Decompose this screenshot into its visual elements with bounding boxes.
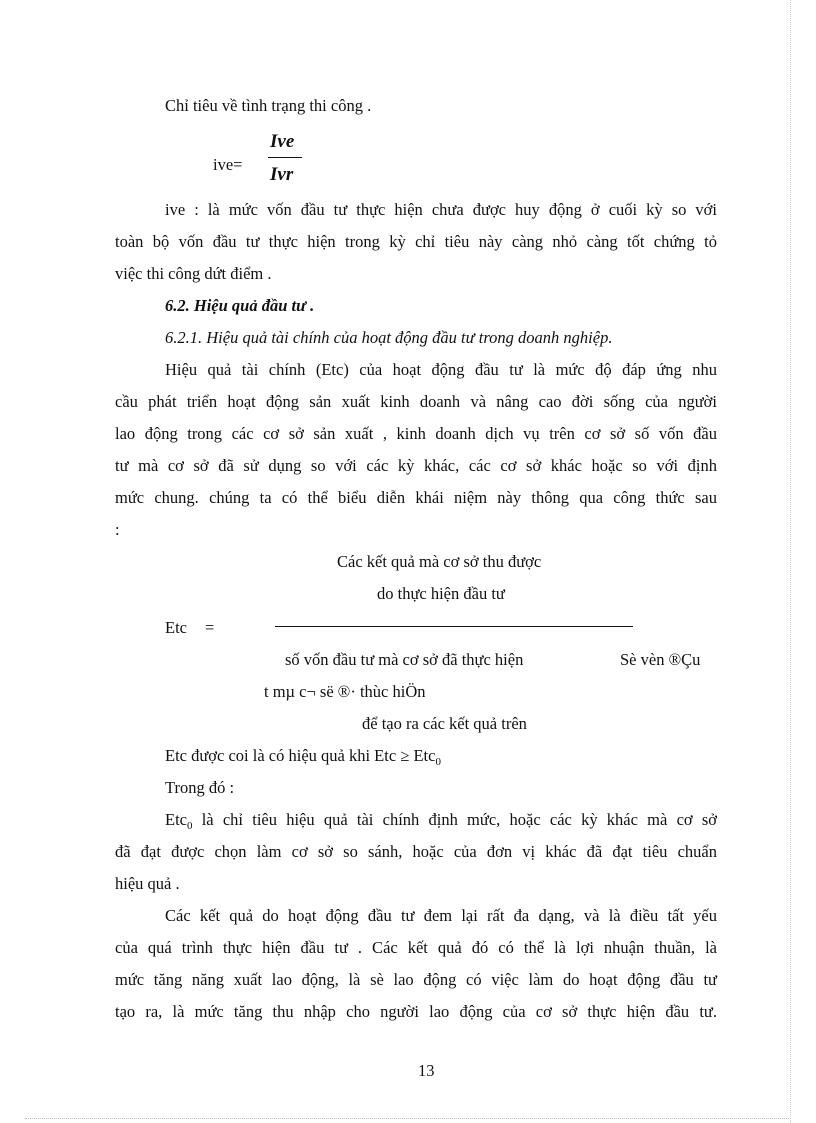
formula-etc-denominator-line1: số vốn đầu tư mà cơ sở đã thực hiện <box>285 650 524 669</box>
formula-ive-lhs: ive= <box>213 155 243 174</box>
efficiency-condition <box>165 746 441 772</box>
etc0-symbol: Etc <box>165 810 187 829</box>
formula-etc-fraction-bar <box>275 626 633 627</box>
formula-etc-numerator-line2: do thực hiện đầu tư <box>377 584 505 603</box>
para-results-line4: tạo ra, là mức tăng thu nhập cho người lao động của cơ sở thực hiện đầu tư. <box>115 1002 717 1021</box>
formula-etc-denominator-line3: để tạo ra các kết quả trên <box>362 714 527 733</box>
heading-6-2-1: 6.2.1. Hiệu quả tài chính của hoạt động đầu tư trong doanh nghiệp. <box>165 328 613 347</box>
para-etc-line5: mức chung. chúng ta có thể biểu diễn khái niệm này thông qua công thức sau <box>115 488 717 507</box>
para-etc-line3: lao động trong các cơ sở sản xuất , kinh doanh dịch vụ trên cơ sở số vốn đầu <box>115 424 717 443</box>
heading-6-2: 6.2. Hiệu quả đầu tư . <box>165 296 315 315</box>
para-ive-line2: toàn bộ vốn đầu tư thực hiện trong kỳ chỉ tiêu này càng nhỏ càng tốt chứng tỏ <box>115 232 717 251</box>
page-right-border <box>790 0 791 1123</box>
para-etc0-line1 <box>165 810 717 836</box>
formula-etc-numerator-line1: Các kết quả mà cơ sở thu được <box>337 552 542 571</box>
para-ive-line3: việc thi công dứt điểm . <box>115 264 272 283</box>
etc0-subscript: 0 <box>187 820 193 832</box>
para-ive-line1: ive : là mức vốn đầu tư thực hiện chưa được huy động ở cuối kỳ so với <box>165 200 717 219</box>
para-etc-line4: tư mà cơ sở đã sử dụng so với các kỳ khác, các cơ sở khác hoặc so với định <box>115 456 717 475</box>
formula-ive-numerator: Ive <box>270 131 295 152</box>
formula-etc-equals: = <box>205 618 215 637</box>
para-etc0-line2: đã đạt được chọn làm cơ sở so sánh, hoặc của đơn vị khác đã đạt tiêu chuẩn <box>115 842 717 861</box>
para-etc-line1: Hiệu quả tài chính (Etc) của hoạt động đầu tư là mức độ đáp ứng nhu <box>165 360 717 379</box>
para-etc-line6: : <box>115 520 120 539</box>
formula-etc-denominator-garbled1: Sè vèn ®Çu <box>620 650 701 669</box>
para-etc0-line3: hiệu quả . <box>115 874 180 893</box>
etc0-definition: là chỉ tiêu hiệu quả tài chính định mức, hoặc các kỳ khác mà cơ sở <box>192 810 717 829</box>
para-etc-line2: cầu phát triển hoạt động sản xuất kinh doanh và nâng cao đời sống của người <box>115 392 717 411</box>
efficiency-condition-subscript: 0 <box>435 756 441 768</box>
efficiency-condition-text: Etc được coi là có hiệu quả khi Etc ≥ Etc <box>165 746 436 765</box>
formula-ive-denominator: Ivr <box>270 164 294 185</box>
para-results-line3: mức tăng năng xuất lao động, là sè lao động có việc làm do hoạt động đầu tư <box>115 970 717 989</box>
page-bottom-border <box>25 1118 791 1119</box>
formula-ive-fraction-bar <box>268 157 302 158</box>
status-indicator-line: Chỉ tiêu về tình trạng thi công . <box>165 96 372 115</box>
para-results-line2: của quá trình thực hiện đầu tư . Các kết quả đó có thể là lợi nhuận thuần, là <box>115 938 717 957</box>
page-number: 13 <box>418 1061 435 1080</box>
where-label: Trong đó : <box>165 778 235 797</box>
formula-etc-lhs: Etc <box>165 618 187 637</box>
formula-etc-denominator-garbled2: t mµ c¬ së ®· thùc hiÖn <box>264 682 426 701</box>
para-results-line1: Các kết quả do hoạt động đầu tư đem lại rất đa dạng, và là điều tất yếu <box>165 906 717 925</box>
